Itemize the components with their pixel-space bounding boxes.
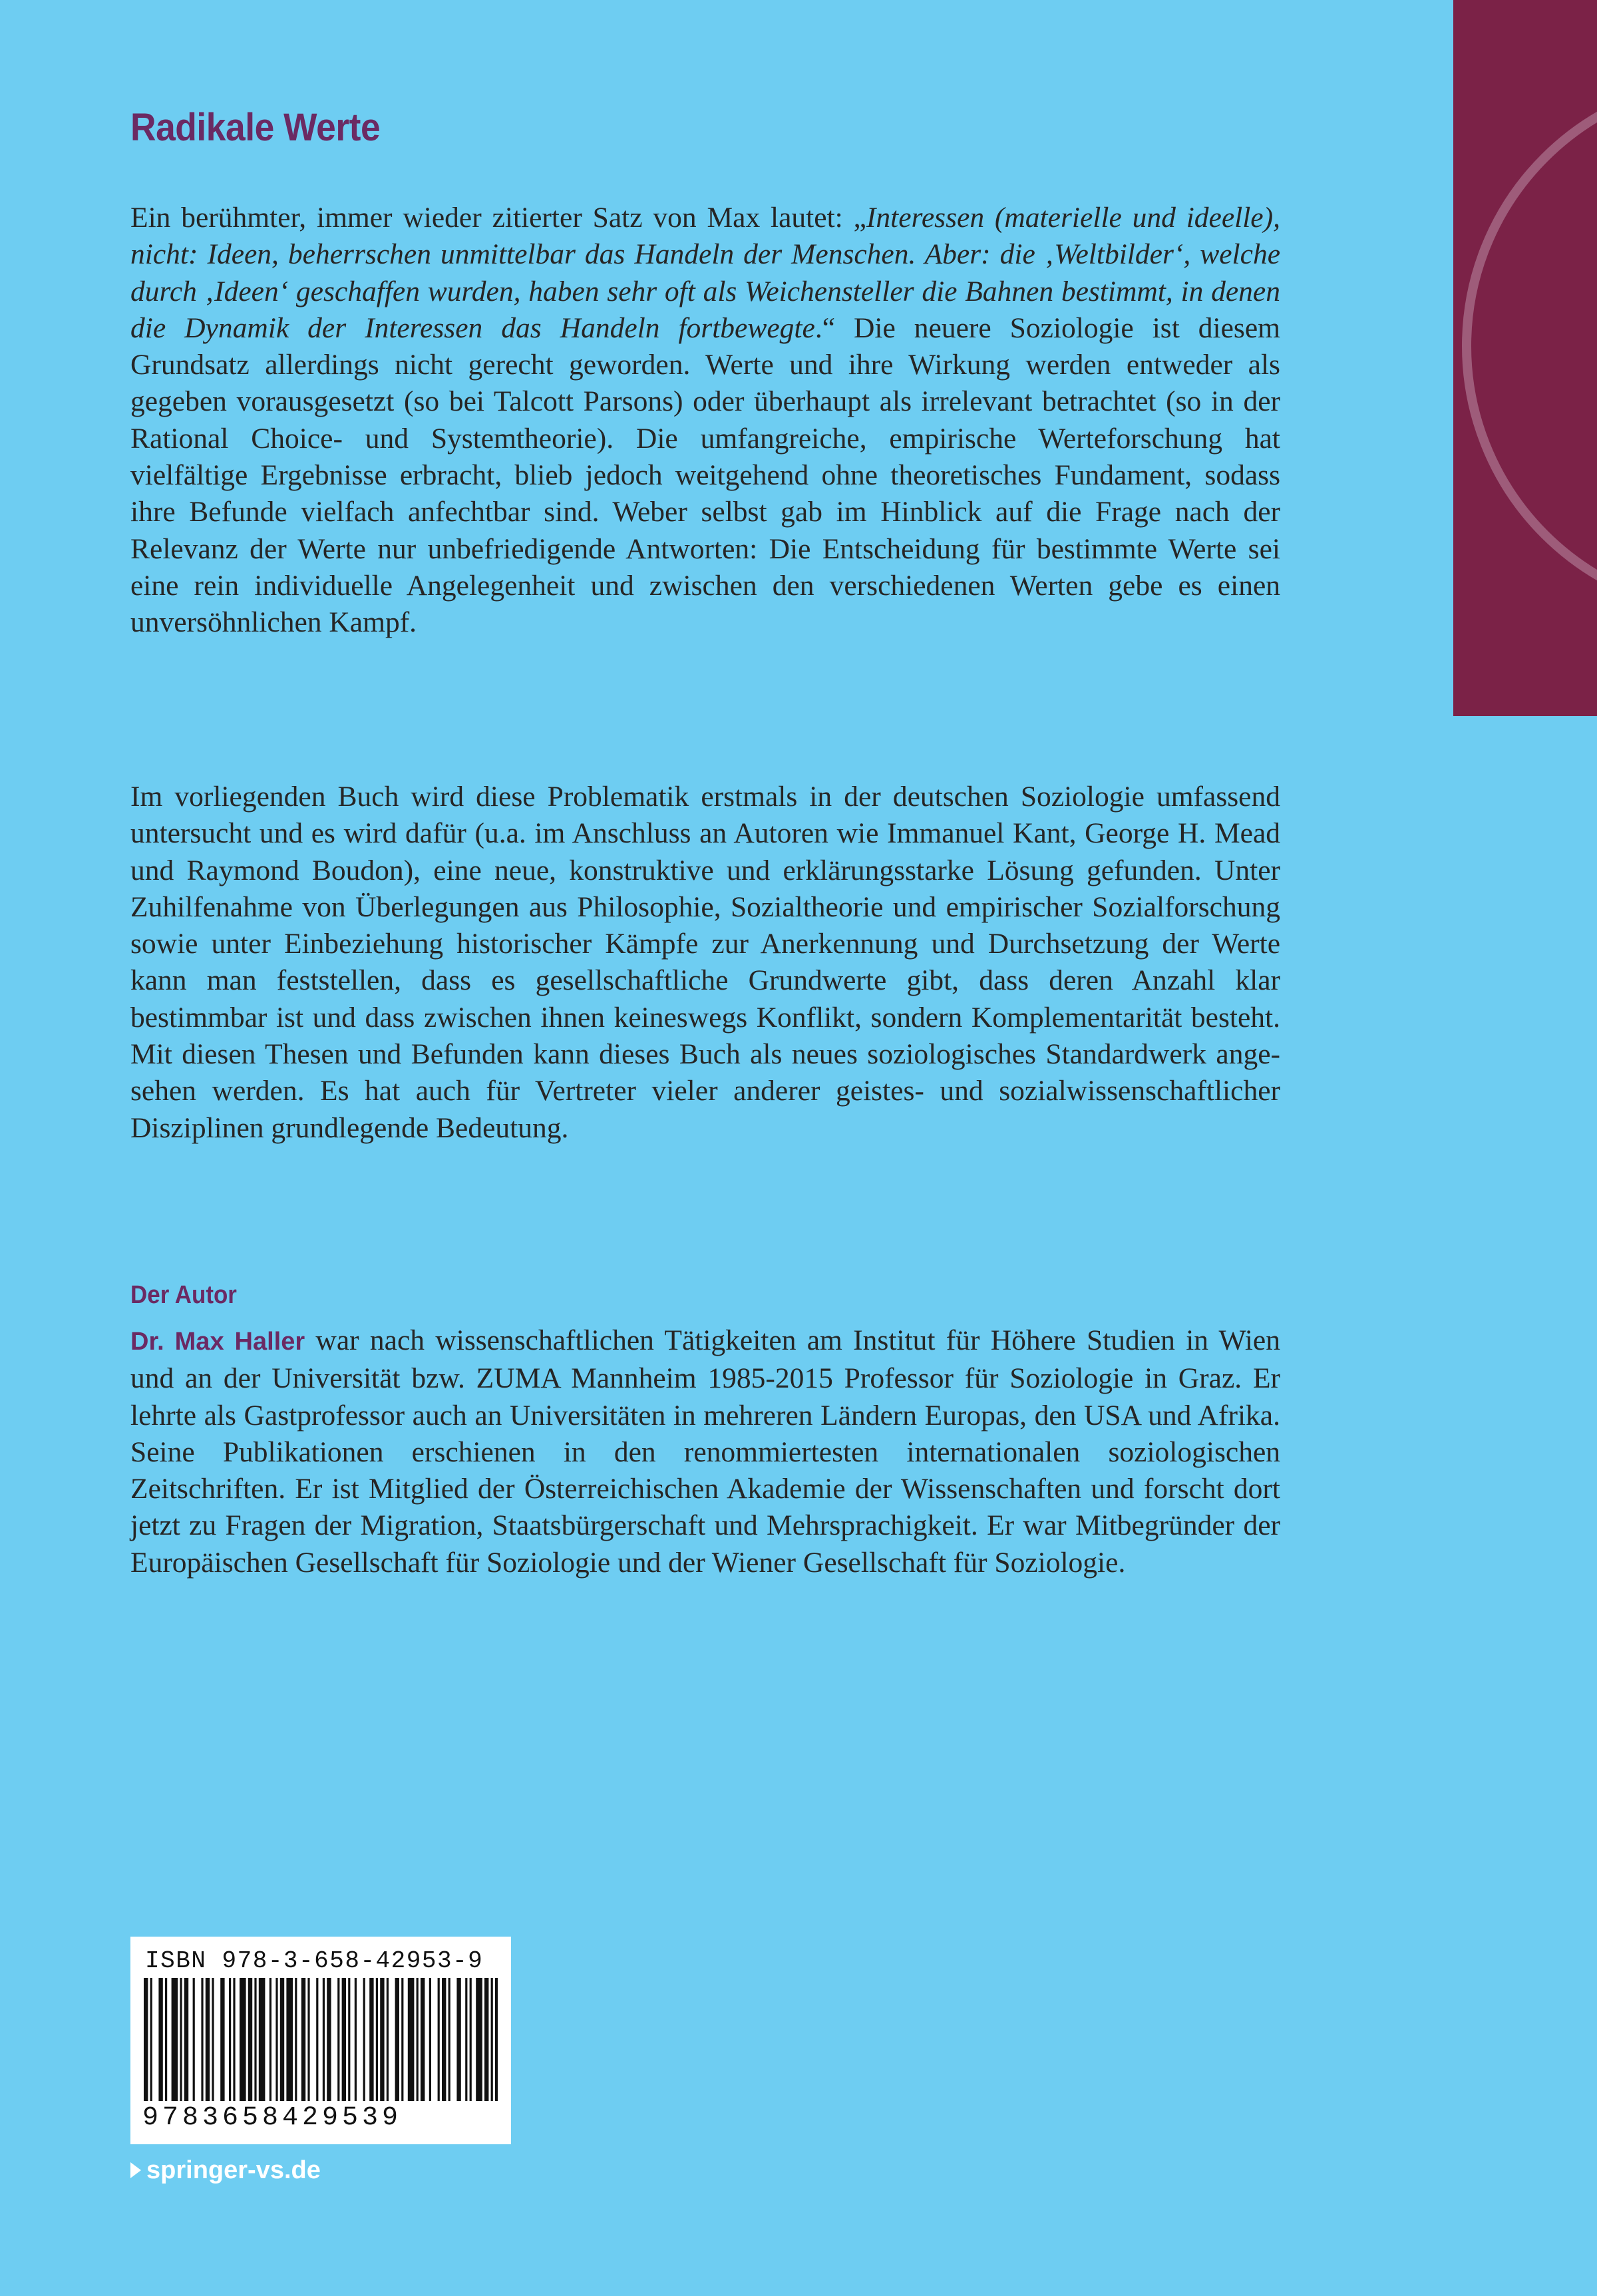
description-paragraph-2: Im vorliegenden Buch wird diese Problematik erstmals in der deutschen Soziologie umfassend untersucht und es wird dafür (u.a. im Anschluss an Autoren wie Immanuel Kant, George H. Mead und Raymond Boudon), eine neue, konstruktive und erklärungsstarke Lösung gefunden. Unter Zuhilfenahme von Überlegungen aus Philosophie, Sozialtheorie und empirischer Sozialforschung sowie unter Einbeziehung historischer Kämpfe zur Anerkennung und Durchsetzung der Werte kann man feststellen, dass es gesellschaftliche Grundwerte gibt, dass deren Anzahl klar bestimmbar ist und dass zwischen ihnen keineswegs Konflikt, sondern Komplementarität besteht. Mit diesen Thesen und Befunden kann dieses Buch als neues soziologisches Standardwerk angesehen werden. Es hat auch für Vertreter vieler anderer geistes- und sozialwissenschaftlicher Disziplinen grundlegende Bedeutung. [130, 781, 1280, 1144]
decorative-arc-icon [1453, 0, 1597, 716]
barcode-bars-icon [144, 1978, 498, 2104]
author-bio [130, 1322, 1280, 1581]
isbn-barcode [130, 1937, 511, 2144]
author-heading: Der Autor [130, 1281, 237, 1309]
decorative-corner-band [1453, 0, 1597, 716]
barcode-digits: 9783658429539 [142, 2103, 403, 2133]
publisher-website[interactable] [130, 2156, 321, 2185]
quote-continuation: .“ Die neuere Soziologie ist diesem Grundsatz allerdings nicht gerecht geworden. Werte und ihre Wirkung werden entweder als gegeben vorausgesetzt (so bei Talcott Parsons) oder überhaupt als irrelevant betrachtet (so in der Rational Choice- und Systemtheorie). Die umfangreiche, empirische Werteforschung hat vielfältige Ergebnisse erbracht, blieb jedoch weitgehend ohne theoretisches Fundament, sodass ihre Befunde vielfach anfechtbar sind. Weber selbst gab im Hinblick auf die Frage nach der Relevanz der Werte nur unbefriedigende Antworten: Die Entscheidung für bestimmte Werte sei eine rein individuelle Angelegenheit und zwischen den verschiedenen Werten gebe es einen unversöhnlichen Kampf. [130, 311, 1280, 639]
author-bio-text: war nach wissenschaftlichen Tätigkeiten am Institut für Höhere Studien in Wien und an der Universität bzw. ZUMA Mannheim 1985-2015 Professor für Soziologie in Graz. Er lehrte als Gastprofessor auch an Universitäten in mehreren Ländern Europas, den USA und Afrika. Seine Publikationen erschienen in den renommiertesten internationalen soziologischen Zeitschriften. Er ist Mitglied der Österreichischen Akademie der Wissenschaften und forscht dort jetzt zu Fragen der Migration, Staatsbürgerschaft und Mehrsprachigkeit. Er war Mitbegründer der Europäischen Gesellschaft für Soziologie und der Wiener Gesellschaft für Soziologie. [130, 1324, 1280, 1579]
book-title: Radikale Werte [130, 106, 381, 149]
arrow-right-icon [130, 2162, 141, 2178]
quote-intro: Ein berühmter, immer wieder zitierter Satz von Max lautet: „ [130, 202, 866, 234]
website-label: springer-vs.de [146, 2156, 321, 2184]
author-name: Dr. Max Haller [130, 1328, 305, 1356]
description-paragraph-1 [130, 200, 1280, 642]
isbn-label: ISBN 978-3-658-42953-9 [145, 1947, 484, 1975]
weber-quote: Interessen (materielle und ideelle), nicht: Ideen, beherrschen unmittelbar das Handeln der Menschen. Aber: die ‚Weltbilder‘, welche durch ‚Ideen‘ geschaffen wurden, haben sehr oft als Weichensteller die Bahnen bestimmt, in denen die Dynamik der Interessen das Handeln fortbewegte [130, 202, 1280, 344]
